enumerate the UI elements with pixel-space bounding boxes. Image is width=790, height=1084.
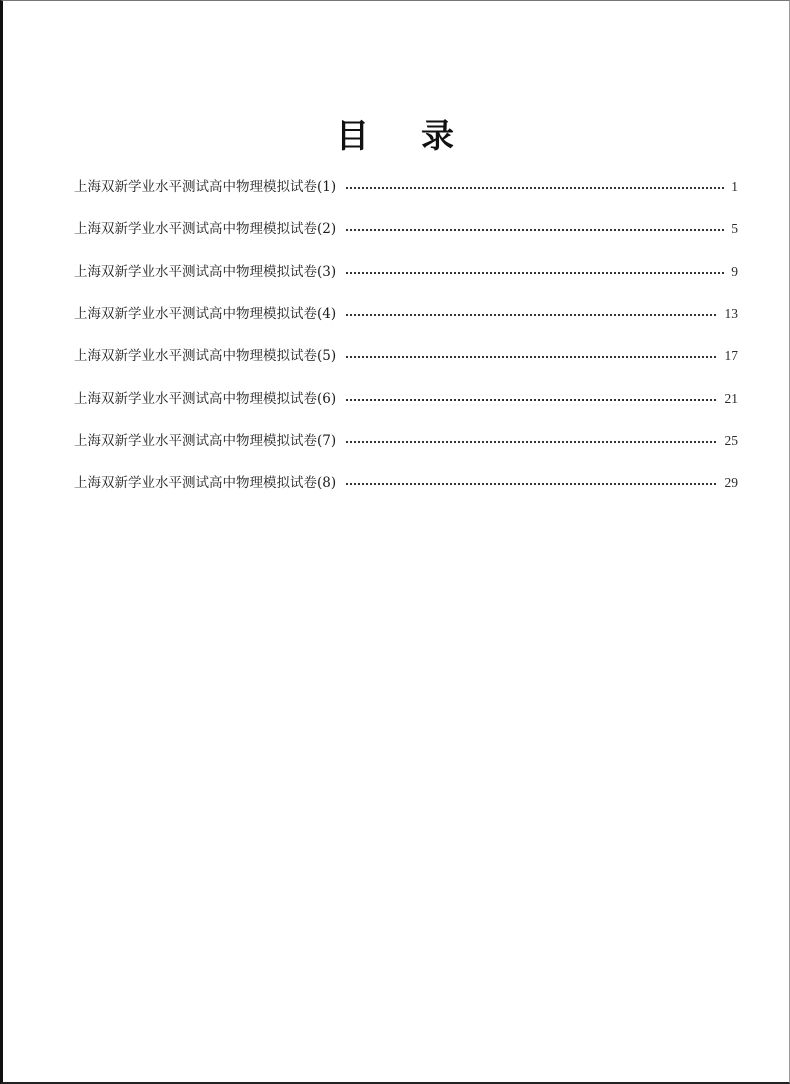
toc-entry-page: 9 bbox=[731, 263, 738, 279]
toc-entry-page: 21 bbox=[724, 390, 738, 406]
toc-entry-title: 上海双新学业水平测试高中物理模拟试卷(2) bbox=[74, 221, 337, 238]
toc-entry-page: 17 bbox=[724, 348, 738, 364]
dot-leader bbox=[346, 483, 716, 485]
toc-entry[interactable] bbox=[74, 251, 738, 293]
toc-entry-title: 上海双新学业水平测试高中物理模拟试卷(7) bbox=[74, 432, 337, 449]
toc-entry[interactable] bbox=[74, 208, 738, 250]
dot-leader bbox=[346, 229, 724, 231]
toc-entry[interactable] bbox=[74, 166, 738, 208]
toc-entry-title: 上海双新学业水平测试高中物理模拟试卷(5) bbox=[74, 348, 337, 365]
toc-entry[interactable] bbox=[74, 335, 738, 377]
table-of-contents bbox=[74, 166, 738, 504]
dot-leader bbox=[346, 272, 724, 274]
page-title: 目录 bbox=[336, 116, 506, 156]
toc-entry-page: 5 bbox=[731, 221, 738, 237]
dot-leader bbox=[346, 441, 716, 443]
toc-entry-title: 上海双新学业水平测试高中物理模拟试卷(3) bbox=[74, 263, 337, 280]
dot-leader bbox=[346, 356, 716, 358]
dot-leader bbox=[346, 314, 716, 316]
toc-entry-page: 13 bbox=[724, 306, 738, 322]
toc-entry-page: 29 bbox=[724, 475, 738, 491]
toc-entry[interactable] bbox=[74, 293, 738, 335]
toc-entry-title: 上海双新学业水平测试高中物理模拟试卷(4) bbox=[74, 306, 337, 323]
dot-leader bbox=[346, 187, 724, 189]
toc-entry[interactable] bbox=[74, 377, 738, 419]
toc-entry[interactable] bbox=[74, 420, 738, 462]
toc-entry-title: 上海双新学业水平测试高中物理模拟试卷(6) bbox=[74, 390, 337, 407]
toc-entry-page: 25 bbox=[724, 432, 738, 448]
toc-entry-page: 1 bbox=[731, 179, 738, 195]
dot-leader bbox=[346, 399, 716, 401]
toc-entry[interactable] bbox=[74, 462, 738, 504]
toc-entry-title: 上海双新学业水平测试高中物理模拟试卷(8) bbox=[74, 475, 337, 492]
toc-entry-title: 上海双新学业水平测试高中物理模拟试卷(1) bbox=[74, 179, 337, 196]
